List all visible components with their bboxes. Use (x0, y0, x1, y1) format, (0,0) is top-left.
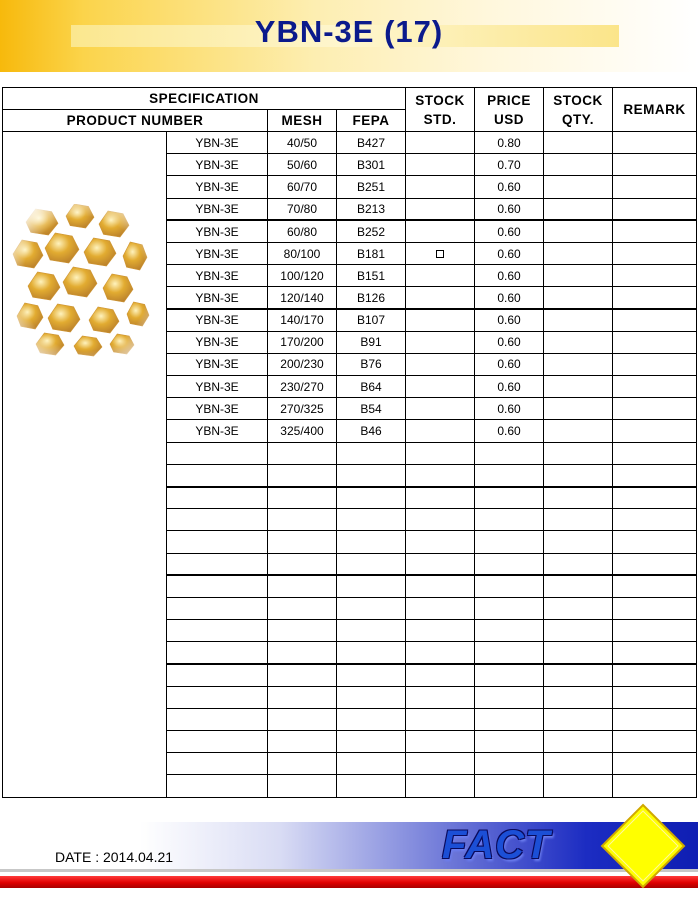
price-cell (475, 442, 544, 464)
diamond-crystals-image (10, 204, 160, 364)
mesh-cell: 270/325 (268, 398, 337, 420)
stock-qty-cell (544, 353, 613, 375)
product-number-cell: YBN-3E (167, 265, 268, 287)
footer-red-stripe (0, 876, 698, 888)
price-cell (475, 775, 544, 797)
mesh-cell (268, 487, 337, 509)
remark-cell (613, 753, 697, 775)
stock-std-header-line2: STD. (423, 111, 457, 127)
mesh-cell: 120/140 (268, 287, 337, 309)
fepa-cell (337, 775, 406, 797)
remark-cell (613, 620, 697, 642)
remark-cell (613, 154, 697, 176)
fepa-header: FEPA (337, 110, 406, 132)
stock-std-cell (406, 442, 475, 464)
stock-std-header-line1: STOCK (415, 92, 465, 108)
fepa-cell: B76 (337, 353, 406, 375)
fepa-cell (337, 487, 406, 509)
mesh-cell: 140/170 (268, 309, 337, 331)
fepa-cell (337, 597, 406, 619)
price-cell (475, 487, 544, 509)
mesh-cell (268, 620, 337, 642)
mesh-cell (268, 664, 337, 686)
fepa-cell (337, 553, 406, 575)
mesh-cell: 50/60 (268, 154, 337, 176)
stock-qty-cell (544, 487, 613, 509)
stock-qty-cell (544, 620, 613, 642)
fact-logo: FACT (442, 823, 551, 867)
stock-std-cell (406, 775, 475, 797)
remark-cell (613, 198, 697, 220)
mesh-cell: 80/100 (268, 242, 337, 264)
stock-std-cell (406, 420, 475, 442)
remark-cell (613, 265, 697, 287)
remark-cell (613, 287, 697, 309)
stock-qty-cell (544, 753, 613, 775)
stock-std-cell (406, 686, 475, 708)
fepa-cell: B213 (337, 198, 406, 220)
product-number-cell (167, 575, 268, 597)
header-row-1 (3, 88, 697, 110)
stock-qty-cell (544, 553, 613, 575)
stock-qty-cell (544, 708, 613, 730)
fepa-cell: B251 (337, 176, 406, 198)
stock-std-cell (406, 731, 475, 753)
fepa-cell (337, 708, 406, 730)
fepa-cell (337, 509, 406, 531)
stock-qty-cell (544, 331, 613, 353)
price-cell: 0.60 (475, 420, 544, 442)
stock-qty-cell (544, 464, 613, 486)
price-cell: 0.60 (475, 309, 544, 331)
fepa-cell (337, 464, 406, 486)
specification-header: SPECIFICATION (3, 88, 406, 110)
product-number-cell (167, 753, 268, 775)
stock-qty-cell (544, 597, 613, 619)
stock-std-cell (406, 198, 475, 220)
fepa-cell: B107 (337, 309, 406, 331)
product-number-cell: YBN-3E (167, 398, 268, 420)
price-cell: 0.70 (475, 154, 544, 176)
stock-std-cell (406, 398, 475, 420)
mesh-cell (268, 509, 337, 531)
product-number-cell: YBN-3E (167, 309, 268, 331)
remark-cell (613, 331, 697, 353)
product-number-cell (167, 775, 268, 797)
price-cell (475, 509, 544, 531)
product-number-cell: YBN-3E (167, 132, 268, 154)
mesh-cell: 100/120 (268, 265, 337, 287)
remark-cell (613, 575, 697, 597)
fepa-cell: B54 (337, 398, 406, 420)
stock-std-cell (406, 376, 475, 398)
remark-cell (613, 398, 697, 420)
stock-qty-cell (544, 176, 613, 198)
mesh-cell (268, 464, 337, 486)
fepa-cell: B64 (337, 376, 406, 398)
fepa-cell: B46 (337, 420, 406, 442)
stock-qty-cell (544, 442, 613, 464)
price-cell (475, 708, 544, 730)
stock-qty-header (544, 88, 613, 132)
stock-std-header (406, 88, 475, 132)
product-number-cell (167, 664, 268, 686)
fepa-cell: B252 (337, 220, 406, 242)
stock-std-cell (406, 553, 475, 575)
stock-std-cell (406, 597, 475, 619)
stock-std-cell (406, 220, 475, 242)
remark-cell (613, 731, 697, 753)
remark-cell (613, 531, 697, 553)
remark-cell (613, 775, 697, 797)
stock-std-cell (406, 309, 475, 331)
fepa-cell (337, 531, 406, 553)
mesh-cell (268, 775, 337, 797)
product-number-cell: YBN-3E (167, 220, 268, 242)
price-cell: 0.60 (475, 331, 544, 353)
product-number-cell: YBN-3E (167, 176, 268, 198)
product-number-cell (167, 731, 268, 753)
stock-qty-cell (544, 309, 613, 331)
fepa-cell (337, 686, 406, 708)
remark-cell (613, 553, 697, 575)
fepa-cell: B427 (337, 132, 406, 154)
mesh-cell: 200/230 (268, 353, 337, 375)
stock-std-cell (406, 753, 475, 775)
remark-cell (613, 464, 697, 486)
stock-checkbox[interactable] (436, 250, 444, 258)
price-cell (475, 731, 544, 753)
stock-qty-cell (544, 642, 613, 664)
mesh-cell: 40/50 (268, 132, 337, 154)
stock-std-cell (406, 242, 475, 264)
price-cell: 0.60 (475, 198, 544, 220)
stock-qty-cell (544, 531, 613, 553)
product-number-cell (167, 464, 268, 486)
stock-qty-cell (544, 420, 613, 442)
yellow-diamond-logo-icon (600, 803, 686, 889)
product-number-cell: YBN-3E (167, 376, 268, 398)
mesh-cell (268, 553, 337, 575)
table-row (3, 132, 697, 154)
fepa-cell: B301 (337, 154, 406, 176)
remark-cell (613, 420, 697, 442)
price-cell (475, 553, 544, 575)
product-number-cell: YBN-3E (167, 242, 268, 264)
stock-std-cell (406, 531, 475, 553)
remark-cell (613, 376, 697, 398)
mesh-cell (268, 686, 337, 708)
price-cell (475, 575, 544, 597)
mesh-cell (268, 442, 337, 464)
stock-qty-header-line2: QTY. (561, 111, 594, 127)
remark-cell (613, 686, 697, 708)
remark-cell (613, 220, 697, 242)
product-number-cell: YBN-3E (167, 154, 268, 176)
price-cell: 0.60 (475, 353, 544, 375)
mesh-cell: 325/400 (268, 420, 337, 442)
footer-divider (0, 869, 698, 872)
mesh-cell (268, 575, 337, 597)
stock-std-cell (406, 575, 475, 597)
product-number-cell: YBN-3E (167, 198, 268, 220)
price-cell: 0.60 (475, 220, 544, 242)
price-header-line2: USD (493, 111, 524, 127)
price-cell: 0.60 (475, 176, 544, 198)
product-number-cell (167, 642, 268, 664)
mesh-cell (268, 708, 337, 730)
product-number-cell (167, 531, 268, 553)
remark-header: REMARK (613, 88, 697, 132)
product-number-header: PRODUCT NUMBER (3, 110, 268, 132)
price-cell (475, 597, 544, 619)
price-cell (475, 620, 544, 642)
product-number-cell (167, 597, 268, 619)
remark-cell (613, 597, 697, 619)
product-number-cell (167, 442, 268, 464)
stock-qty-cell (544, 242, 613, 264)
remark-cell (613, 353, 697, 375)
stock-qty-header-line1: STOCK (553, 92, 603, 108)
remark-cell (613, 242, 697, 264)
stock-std-cell (406, 353, 475, 375)
stock-qty-cell (544, 575, 613, 597)
remark-cell (613, 176, 697, 198)
remark-cell (613, 442, 697, 464)
stock-std-cell (406, 708, 475, 730)
mesh-cell (268, 642, 337, 664)
title-banner (0, 0, 698, 72)
stock-qty-cell (544, 265, 613, 287)
stock-std-cell (406, 176, 475, 198)
stock-std-cell (406, 642, 475, 664)
stock-qty-cell (544, 198, 613, 220)
product-number-cell (167, 708, 268, 730)
fepa-cell: B151 (337, 265, 406, 287)
remark-cell (613, 309, 697, 331)
stock-qty-cell (544, 154, 613, 176)
product-number-cell (167, 620, 268, 642)
price-cell: 0.60 (475, 398, 544, 420)
stock-std-cell (406, 265, 475, 287)
price-cell: 0.80 (475, 132, 544, 154)
page-title: YBN-3E (17) (254, 14, 444, 49)
product-number-cell: YBN-3E (167, 331, 268, 353)
mesh-header: MESH (268, 110, 337, 132)
price-cell (475, 531, 544, 553)
mesh-cell (268, 753, 337, 775)
stock-qty-cell (544, 731, 613, 753)
stock-std-cell (406, 154, 475, 176)
remark-cell (613, 132, 697, 154)
remark-cell (613, 642, 697, 664)
product-image-cell (3, 132, 167, 798)
price-cell (475, 753, 544, 775)
product-number-cell: YBN-3E (167, 287, 268, 309)
fepa-cell: B91 (337, 331, 406, 353)
fepa-cell (337, 442, 406, 464)
remark-cell (613, 664, 697, 686)
remark-cell (613, 708, 697, 730)
fepa-cell: B181 (337, 242, 406, 264)
price-cell (475, 464, 544, 486)
price-cell (475, 686, 544, 708)
fepa-cell (337, 575, 406, 597)
mesh-cell: 170/200 (268, 331, 337, 353)
product-number-cell (167, 509, 268, 531)
fepa-cell (337, 664, 406, 686)
price-cell: 0.60 (475, 265, 544, 287)
stock-qty-cell (544, 376, 613, 398)
stock-std-cell (406, 487, 475, 509)
stock-std-cell (406, 331, 475, 353)
fepa-cell (337, 642, 406, 664)
stock-qty-cell (544, 509, 613, 531)
mesh-cell: 60/80 (268, 220, 337, 242)
fepa-cell: B126 (337, 287, 406, 309)
stock-std-cell (406, 620, 475, 642)
product-number-cell: YBN-3E (167, 420, 268, 442)
stock-std-cell (406, 287, 475, 309)
fepa-cell (337, 753, 406, 775)
mesh-cell: 70/80 (268, 198, 337, 220)
price-cell: 0.60 (475, 376, 544, 398)
mesh-cell: 60/70 (268, 176, 337, 198)
mesh-cell: 230/270 (268, 376, 337, 398)
stock-std-cell (406, 509, 475, 531)
mesh-cell (268, 531, 337, 553)
product-number-cell (167, 553, 268, 575)
stock-qty-cell (544, 398, 613, 420)
stock-std-cell (406, 132, 475, 154)
price-table (2, 87, 697, 798)
mesh-cell (268, 731, 337, 753)
stock-qty-cell (544, 664, 613, 686)
stock-std-cell (406, 464, 475, 486)
price-header-line1: PRICE (487, 92, 531, 108)
product-number-cell: YBN-3E (167, 353, 268, 375)
stock-qty-cell (544, 132, 613, 154)
mesh-cell (268, 597, 337, 619)
product-number-cell (167, 686, 268, 708)
price-cell: 0.60 (475, 287, 544, 309)
price-header (475, 88, 544, 132)
product-number-cell (167, 487, 268, 509)
fepa-cell (337, 620, 406, 642)
price-cell (475, 664, 544, 686)
fepa-cell (337, 731, 406, 753)
remark-cell (613, 509, 697, 531)
stock-qty-cell (544, 287, 613, 309)
price-cell (475, 642, 544, 664)
stock-qty-cell (544, 686, 613, 708)
stock-qty-cell (544, 220, 613, 242)
remark-cell (613, 487, 697, 509)
price-cell: 0.60 (475, 242, 544, 264)
date-label: DATE : 2014.04.21 (55, 849, 174, 865)
stock-std-cell (406, 664, 475, 686)
stock-qty-cell (544, 775, 613, 797)
